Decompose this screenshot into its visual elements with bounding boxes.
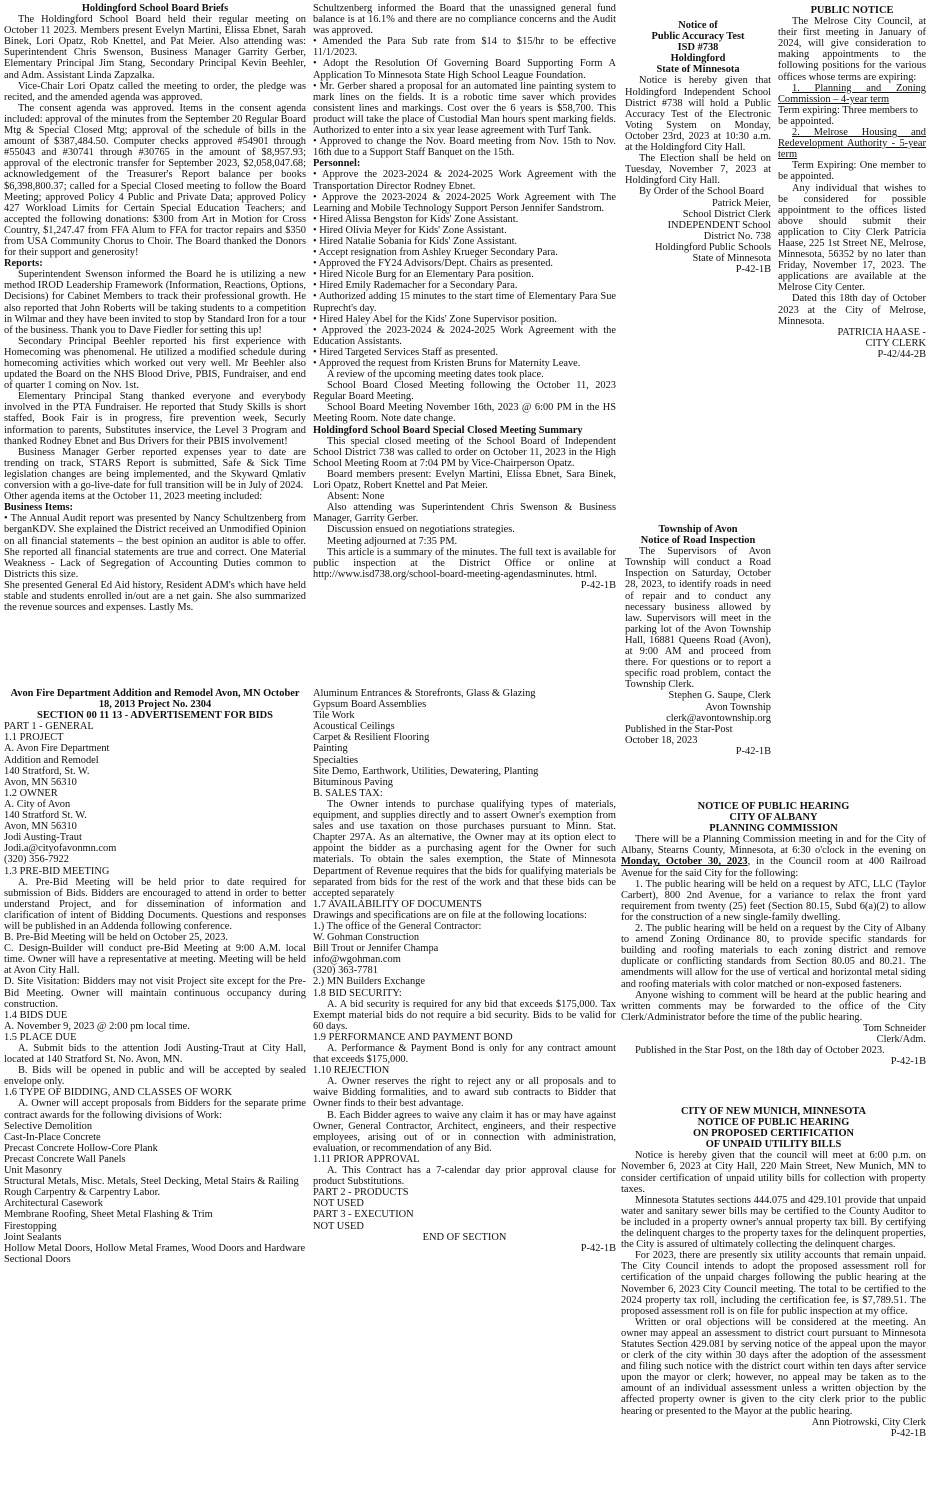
section-heading: 1.6 TYPE OF BIDDING, AND CLASSES OF WORK — [4, 1087, 232, 1099]
term-info: Term expiring: Three members to be appointed. — [778, 104, 918, 127]
publication-ref: P-42-1B — [580, 1242, 616, 1254]
paragraph: She presented General Ed Aid history, Resident ADM's which have held stable and students enrolled in/out are a net gain. She also summarized the revenue sources and expenses. Lastly Ms. — [4, 579, 306, 614]
paragraph: Vice-Chair Lori Opatz called the meeting to order, the pledge was recited, and the amended agenda was approved. — [4, 80, 306, 103]
published-line: Published in the Star-Post October 18, 2023 — [625, 723, 733, 746]
signature: Patrick Meier, School District Clerk INDEPENDENT School District No. 738 Holdingford Public Schools State of Minnesota — [654, 197, 771, 264]
notice-title: NOTICE OF PUBLIC HEARING CITY OF ALBANY PLANNING COMMISSION — [697, 801, 850, 835]
publication-ref: P-42-1B — [890, 1056, 926, 1068]
project-block: 1.1 PROJECT A. Avon Fire Department Addition and Remodel 140 Stratford, St. W. Avon, MN 56310 — [4, 732, 110, 788]
section-heading: 1.9 PERFORMANCE AND PAYMENT BOND — [313, 1031, 513, 1043]
published-line: Published in the Star Post, on the 18th day of October 2023. — [635, 1045, 885, 1057]
list-item: • Approve the 2023-2024 & 2024-2025 Work Agreement with The Learning and Mobile Technology Support Person Jennifer Sandstrom. — [313, 191, 616, 214]
paragraph: • The Annual Audit report was presented by Nancy Schultzenberg from berganKDV. She explained the District received an Unmodified Opinion on all financial statements – the best opinion an auditor is able to offer. She reported all financial statements are true and correct. One Material Weakness - Lack of Segregation of Accounting Duties common to Districts this size. — [4, 513, 306, 580]
paragraph: Absent: None — [327, 491, 385, 503]
section-heading: Business Items: — [4, 502, 73, 514]
paragraph: Written or oral objections will be considered at the meeting. An owner may appeal an assessment to district court pursuant to Minnesota Statutes Section 429.081 by serving notice of the appeal upon the mayor or clerk of the city within 30 days after the adoption of the assessment and filing such notice with the district court within ten days after service upon the mayor or clerk; however, no appeal may be taken as to the amount of an individual assessment unless a written objection by the affected property owner is given to the city clerk prior to the public hearing or presented to the Mayor at the public hearing. — [621, 1316, 926, 1417]
paragraph: The Supervisors of Avon Township will conduct a Road Inspection on Saturday, October 28, 2023, to identify roads in need of repair and to conduct any necessary business allowed by law. Supervisors will meet in the parking lot of the Avon Township Hall, 16881 Queens Road (Avon), at 9:00 AM and proceed from there. For questions or to report a specific road problem, contact the Township Clerk. — [625, 546, 771, 691]
notice-title: Notice of Public Accuracy Test ISD #738 Holdingford State of Minnesota — [651, 20, 745, 76]
paragraph: The consent agenda was approved. Items in the consent agenda included: approval of the minutes from the September 20 Regular Board Mtg & Special Closed Mtg; approval of the schedule of bills in the amount of $387,484.50. Computer checks approved #54901 through #55043 and #30741 through #30765 in the amount of $8,957.93; approval of the electronic transfer for September 2023, $2,058,047.68; acknowledgement of the Treasurer's Report balance per books $6,398,800.37; called for a Special Closed meeting to follow the Board Meeting; approved Policy 4 Public and Private Data; approved Policy 427 Workload Limits for Certain Special Education Teachers; and accepted the following donations: $300 from Art in Motion for Cross Country, $1,247.47 from FFA Alum to FFA for tractor repairs and $350 from USA Community Chorus to Choir. The Board thanked the Donors for their support and generosity! — [4, 102, 306, 259]
paragraph: Secondary Principal Beehler reported his first experience with Homecoming was phenomenal. He utilized a modified schedule during homecoming activities which worked out very well. Mr Beehler also updated the Board on the NHS Blood Drive, PBIS, Fundraiser, and end of quarter 1 coming on Nov. 1st. — [4, 335, 306, 392]
paragraph: For 2023, there are presently six utility accounts that remain unpaid. The City Council intends to adopt the proposed assessment roll for certification of the unpaid charges following the public hearing at the November 6, 2023 City Council meeting. The total to be certified to the 2024 property tax roll, including the certification fee, is $7,789.51. The proposed assessment roll is on file for public inspection at my office. — [621, 1250, 926, 1317]
paragraph: A. This Contract has a 7-calendar day prior approval clause for product Substitutions. — [313, 1165, 616, 1188]
paragraph: Meeting adjourned at 7:35 PM. — [327, 535, 458, 547]
paragraph: School Board Closed Meeting following the October 11, 2023 Regular Board Meeting. — [313, 380, 616, 403]
list-item: • Adopt the Resolution Of Governing Board Supporting Form A Application To Minnesota State High School League Foundation. — [313, 58, 616, 81]
parts-list: PART 2 - PRODUCTS NOT USED PART 3 - EXECUTION NOT USED — [313, 1187, 414, 1232]
fire-dept-bid-notice — [4, 688, 306, 1498]
publication-ref: P-42-1B — [735, 264, 771, 276]
paragraph: Elementary Principal Stang thanked everyone and everybody involved in the PTA Fundraiser. He reported that Study Skills is short staffed, Book Fair is in progress, fire prevention week, Securly information to parents, Substitutes inservice, the Level 3 Program and thanked Rodney Ebnet and Bus Drivers for their PBIS involvement! — [4, 391, 306, 447]
paragraph: This article is a summary of the minutes. The full text is available for public inspection at the District Office or online at http://www.isd738.org/school-board-meeting-agendasminutes. html. — [313, 546, 616, 580]
position-title: 1. Planning and Zoning Commission – 4-year term — [778, 82, 926, 105]
melrose-public-notice — [778, 5, 926, 425]
section-heading: 1.10 REJECTION — [313, 1065, 390, 1077]
section-heading: 1.3 PRE-BID MEETING — [4, 865, 110, 877]
paragraph: Anyone wishing to comment will be heard at the public hearing and written comments may be forwarded to the office of the City Clerk/Administrator before the time of the public hearing. — [621, 989, 926, 1023]
paragraph: A. Submit bids to the attention Jodi Austing-Traut at City Hall, located at 140 Stratford St. No. Avon, MN. — [4, 1043, 306, 1066]
section-heading: Reports: — [4, 258, 43, 270]
end-of-section: END OF SECTION — [422, 1231, 507, 1243]
paragraph: A. Performance & Payment Bond is only for any contract amount that exceeds $175,000. — [313, 1043, 616, 1066]
publication-ref: P-42-1B — [735, 745, 771, 757]
notice-title: Avon Fire Department Addition and Remodel Avon, MN October 18, 2013 Project No. 2304 — [10, 688, 300, 711]
paragraph: C. Design-Builder will conduct pre-Bid Meeting at 9:00 A.M. local time. Owner will have a representative at meeting. Meeting will be held at Avon City Hall. — [4, 943, 306, 977]
accuracy-test-notice — [625, 20, 771, 320]
list-item: • Mr. Gerber shared a proposal for an automated line painting system to mark lines on the fields. It is a robotic time saver which provides consistent lines and markings. Cost over the 6 years is $58,700. This product will take the place of Custodial Man hours spent marking fields. Authorized to enter into a six year lease agreement with Turf Tank. — [313, 80, 616, 137]
new-munich-hearing-notice — [621, 1106, 926, 1498]
list-item: • Amended the Para Sub rate from $14 to $15/hr to be effective 11/1/2023. — [313, 36, 616, 59]
paragraph: Drawings and specifications are on file at the following locations: — [313, 909, 587, 921]
paragraph: Notice is hereby given that Holdingford Independent School District #738 will hold a Public Accuracy Test of the Electronic Voting System on Monday, October 23rd, 2023 at 10:30 a.m. at the Holdingford City Hall. — [625, 75, 771, 154]
road-inspection-notice — [625, 524, 771, 784]
school-board-briefs-notice — [4, 3, 306, 675]
divisions-list: Aluminum Entrances & Storefronts, Glass & Glazing Gypsum Board Assemblies Tile Work Acoustical Ceilings Carpet & Resilient Flooring Painting Specialties Site Demo, Earthwork, Utilities, Dewatering, Planting Bituminous Paving B. SALES TAX: — [313, 688, 539, 799]
notice-title: PUBLIC NOTICE — [810, 5, 894, 16]
paragraph: Superintendent Swenson informed the Board he is utilizing a new method IROD Leadership Framework (Information, Reactions, Options, Decisions) for Cabinet Members to track their professional growth. He also reported that John Roberts will be taking students to a competition in Wilmar and they have been invited to stop by Standard Iron for a tour of the business. Thank you to Dave Fiedler for setting this up! — [4, 269, 306, 336]
school-board-briefs-continued — [313, 3, 616, 675]
paragraph: This special closed meeting of the School Board of Independent School District 738 was called to order on October 11, 2023 in the High School Meeting Room at 7:04 PM by Vice-Chairperson Opatz. — [313, 435, 616, 469]
paragraph — [621, 834, 926, 878]
section-heading: 1.7 AVAILABILITY OF DOCUMENTS — [313, 898, 482, 910]
list-item: • Hired Haley Abel for the Kids' Zone Supervisor position. — [313, 313, 557, 325]
section-heading: Personnel: — [313, 158, 361, 170]
signature: Tom Schneider Clerk/Adm. — [862, 1022, 926, 1045]
documents-locations: 1.) The office of the General Contractor: W. Gohman Construction Bill Trout or Jennifer Champa info@wgohman.com (320) 363-7781 2.) MN Builders Exchange 1.8 BID SECURITY: — [313, 920, 482, 999]
paragraph: Board members present: Evelyn Martini, Elissa Ebnet, Sara Binek, Lori Opatz, Robert Knettel and Pat Meier. — [313, 468, 616, 492]
paragraph: Notice is hereby given that the council will meet at 6:00 p.m. on November 6, 2023 at City Hall, 220 Main Street, New Munich, MN to consider certification of unpaid utility bills for collection with property taxes. — [621, 1150, 926, 1195]
list-item: • Hired Targeted Services Staff as presented. • Approved the request from Kristen Bruns for Maternity Leave. — [313, 346, 581, 369]
position-title: 2. Melrose Housing and Redevelopment Authority - 5-year term — [778, 127, 926, 161]
paragraph: A review of the upcoming meeting dates took place. — [327, 369, 544, 381]
hearing-location: , in the Council room at 400 Railroad Avenue for the said City for the following: — [621, 856, 926, 879]
notice-title: Township of Avon Notice of Road Inspection — [640, 524, 756, 547]
fire-dept-bid-continued — [313, 688, 616, 1328]
paragraph: The Owner intends to purchase qualifying types of materials, equipment, and supplies directly and to assert Owner's exemption from sales and use taxation on those purchases pursuant to Minn. Stat. Chapter 297A. As an alternative, the Owner may at its option elect to appoint the bidder as a purchasing agent for the Owner for such materials. To obtain the sales exemption, the State of Minnesota Department of Revenue requires that the bids for qualifying materials be separated from bids for the rest of the work and that these bids can be accepted separately — [313, 798, 616, 899]
bids-due-block: 1.4 BIDS DUE A. November 9, 2023 @ 2:00 pm local time. 1.5 PLACE DUE — [4, 1009, 190, 1043]
paragraph: 2. The public hearing will be held on a request by the City of Albany to amend Zoning Ordinance 80, to provide specific standards for building and roofing materials to each zoning district and remove duplicate or conflicting standards from Section 80.05 and 80.21. The amendments will allow for the use of vertical and horizontal metal siding and roofing materials with color matched or non-exposed fasteners. — [621, 923, 926, 990]
section-title: SECTION 00 11 13 - ADVERTISEMENT FOR BIDS — [37, 710, 273, 722]
list-item: • Approved to change the Nov. Board meeting from Nov. 15th to Nov. 16th due to a Support Staff Banquet on the 15th. — [313, 136, 616, 159]
paragraph: Any individual that wishes to be considered for possible appointment to the offices listed above should submit their application to City Clerk Patricia Haase, 225 1st Street NE, Melrose, Minnesota, 56352 by no later than Friday, November 17, 2023. The applications are available at the Melrose City Center. — [778, 182, 926, 294]
paragraph: 1. The public hearing will be held on a request by ATC, LLC (Taylor Carbert), 800 2nd Avenue, for a variance to relax the front yard requirement from twenty (25) feet (Section 80.15, Subd 6(a)(2) to allow for the construction of a new single-family dwelling. — [621, 878, 926, 923]
part-heading: PART 1 - GENERAL — [4, 721, 94, 733]
signature: Ann Piotrowski, City Clerk — [811, 1416, 926, 1428]
paragraph: The Election shall be held on Tuesday, November 7, 2023 at Holdingford City Hall. — [625, 153, 771, 187]
term-info: Term Expiring: One member to be appointed. — [778, 160, 926, 183]
paragraph: School Board Meeting November 16th, 2023 @ 6:00 PM in the HS Meeting Room. Note date change. — [313, 402, 616, 425]
notice-title: Holdingford School Board Briefs — [81, 3, 229, 14]
publication-ref: P-42-1B — [890, 1427, 926, 1439]
paragraph: Other agenda items at the October 11, 2023 meeting included: — [4, 491, 263, 503]
paragraph: Schultzenberg informed the Board that the unassigned general fund balance is at 16.1% and there are no compliance concerns and the Audit was approved. — [313, 3, 616, 37]
divisions-list: Selective Demolition Cast-In-Place Concrete Precast Concrete Hollow-Core Plank Precast Concrete Wall Panels Unit Masonry Structural Metals, Misc. Metals, Steel Decking, Metal Stairs & Railing Rough Carpentry & Carpentry Labor. Architectural Casework Membrane Roofing, Sheet Metal Flashing & Trim Firestopping Joint Sealants Hollow Metal Doors, Hollow Metal Frames, Wood Doors and Hardware Sectional Doors — [4, 1120, 306, 1265]
paragraph: Discussion ensued on negotiations strategies. — [327, 524, 515, 536]
paragraph: B. Pre-Bid Meeting will be held on October 25, 2023. — [4, 932, 228, 944]
publication-ref: P-42-1B — [580, 579, 616, 591]
hearing-intro: There will be a Planning Commission meeting in and for the City of Albany, Stearns County, Minnesota, at 6:30 o'clock in the evening on — [621, 834, 926, 857]
albany-hearing-notice — [621, 801, 926, 1086]
signature: PATRICIA HAASE - CITY CLERK — [837, 326, 926, 349]
paragraph: B. Bids will be opened in public and will be accepted by sealed envelope only. — [4, 1065, 306, 1088]
paragraph: A. Pre-Bid Meeting will be held prior to date required for submission of Bids. Bidders are encouraged to attend in order to better understand Project, and for dissemination of information and clarification of intent of Bidding Documents. Questions and responses will be published in an Addenda following conference. — [4, 876, 306, 932]
list-item: • Authorized adding 15 minutes to the start time of Elementary Para Sue Ruprecht's day. — [313, 291, 616, 314]
paragraph: By Order of the School Board — [639, 186, 764, 198]
paragraph: A. A bid security is required for any bid that exceeds $175,000. Tax Exempt material bids do not require a bid security. Bids to be valid for 60 days. — [313, 998, 616, 1032]
section-heading: 1.11 PRIOR APPROVAL — [313, 1153, 420, 1165]
paragraph: A. Owner reserves the right to reject any or all proposals and to waive Bidding formalities, and to award sub contracts to Bidder that Owner finds to their best advantage. — [313, 1076, 616, 1110]
paragraph: Business Manager Gerber reported expenses year to date are trending on track, STARS Report is submitted, Safe & Sick Time legislation changes are being implemented, and the Skyward Qmlativ conversion with a go-live-date for full transition will be in July of 2024. — [4, 446, 306, 492]
hearing-date: Monday, October 30, 2023 — [621, 856, 748, 868]
list-item: • Approved the 2023-2024 & 2024-2025 Work Agreement with the Education Assistants. — [313, 324, 616, 347]
owner-block: 1.2 OWNER A. City of Avon 140 Stratford St. W. Avon, MN 56310 Jodi Austing-Traut Jodi.a@cityofavonmn.com (320) 356-7922 — [4, 787, 117, 866]
publication-ref: P-42/44-2B — [877, 348, 926, 360]
paragraph: D. Site Visitation: Bidders may not visit Project site except for the Pre-Bid Meeting. Owner will maintain continuous occupancy during construction. — [4, 976, 306, 1010]
paragraph: Dated this 18th day of October 2023 at the City of Melrose, Minnesota. — [778, 293, 926, 327]
signature: Stephen G. Saupe, Clerk Avon Township clerk@avontownship.org — [666, 690, 771, 724]
section-heading: Holdingford School Board Special Closed Meeting Summary — [313, 424, 583, 436]
list-item: • Hired Alissa Bengston for Kids' Zone Assistant. • Hired Olivia Meyer for Kids' Zone Assistant. • Hired Natalie Sobania for Kids' Zone Assistant. • Accept resignation from Ashley Krueger Secondary Para. • Approved the FY24 Advisors/Dept. Chairs as presented. • Hired Nicole Burg for an Elementary Para position. • Hired Emily Rademacher for a Secondary Para. — [313, 213, 558, 292]
paragraph: The Holdingford School Board held their regular meeting on October 11 2023. Members present Evelyn Martini, Elissa Ebnet, Sarah Binek, Lori Opatz, Rob Knettel, and Pat Meier. Also attending was: Superintendent Chris Swenson, Business Manager Garrity Gerber, Elementary Principal Jim Stang, Secondary Principal Kevin Beehler, and Adm. Assistant Linda Zapzalka. — [4, 14, 306, 81]
paragraph: Also attending was Superintendent Chris Swenson & Business Manager, Garrity Gerber. — [313, 502, 616, 525]
paragraph: B. Each Bidder agrees to waive any claim it has or may have against Owner, General Contractor, Architect, engineers, and their respective employees, arising out of or in connection with administration, evaluation, or recommendation of any Bid. — [313, 1109, 616, 1154]
paragraph: A. Owner will accept proposals from Bidders for the separate prime contract awards for the following divisions of Work: — [4, 1098, 306, 1121]
list-item: • Approve the 2023-2024 & 2024-2025 Work Agreement with the Transportation Director Rodney Ebnet. — [313, 169, 616, 192]
notice-title: CITY OF NEW MUNICH, MINNESOTA NOTICE OF PUBLIC HEARING ON PROPOSED CERTIFICATION OF UNPAID UTILITY BILLS — [680, 1106, 867, 1151]
paragraph: Minnesota Statutes sections 444.075 and 429.101 provide that unpaid water and sanitary sewer bills may be certified to the County Auditor to be included in a property owner's annual property tax bill. By certifying the delinquent charges to the property taxes for the delinquent properties, the City is assured of ultimately collecting the delinquent charges. — [621, 1194, 926, 1251]
paragraph: The Melrose City Council, at their first meeting in January of 2024, will give consideration to making appointments to the following positions for the various offices whose terms are expiring: — [778, 16, 926, 83]
